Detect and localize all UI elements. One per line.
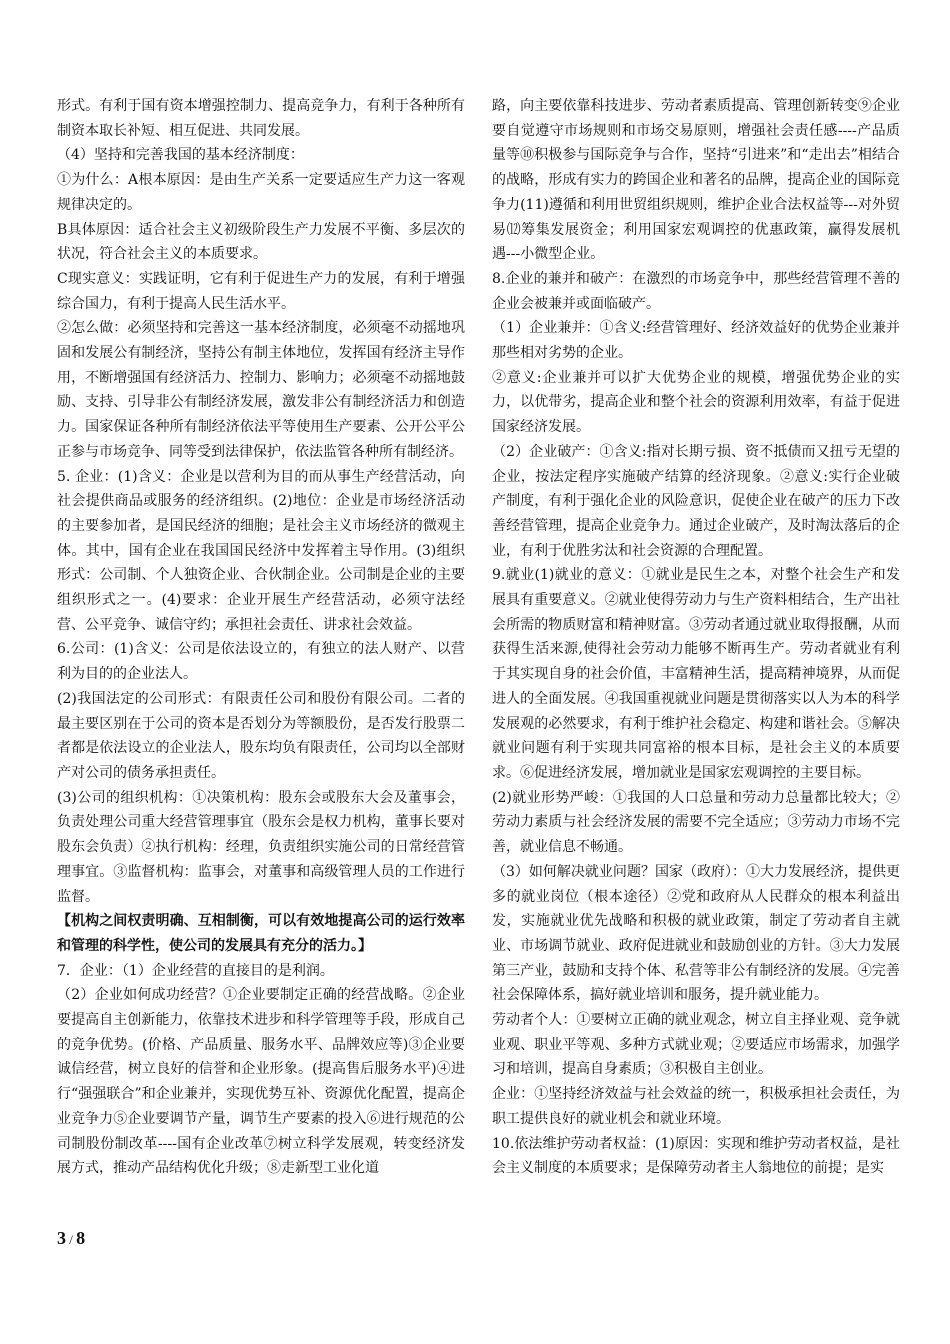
paragraph: 10.依法维护劳动者权益：(1)原因：实现和维护劳动者权益，是社会主义制度的本质要求；是保障劳动者主人翁地位的前提；是实	[492, 1135, 900, 1177]
paragraph: ①为什么：A根本原因：是由生产关系一定要适应生产力这一客观规律决定的。	[57, 172, 465, 213]
paragraph: (2)就业形势严峻：①我国的人口总量和劳动力总量都比较大；②劳动力素质与社会经济发展的需要不完全适应；③劳动力市场不完善，就业信息不畅通。	[492, 789, 900, 856]
paragraph: 5. 企业：(1)含义：企业是以营利为目的而从事生产经营活动，向社会提供商品或服务的经济组织。(2)地位：企业是市场经济活动的主要参加者，是国民经济的细胞；是社会主义市场经济的微观主体。其中，国有企业在我国国民经济中发挥着主导作用。(3)组织形式：公司制、个人独资企业、合伙制企业。公司制是企业的主要组织形式之一。(4)要求：企业开展生产经营活动，必须守法经营、公平竞争、诚信守约；承担社会责任、讲求社会效益。	[57, 468, 465, 633]
paragraph: ②意义:企业兼并可以扩大优势企业的规模，增强优势企业的实力，以优带劣，提高企业和整个社会的资源利用效率，有益于促进国家经济发展。	[492, 369, 900, 436]
paragraph: （3）如何解决就业问题？国家（政府）：①大力发展经济，提供更多的就业岗位（根本途径）②党和政府从人民群众的根本利益出发，实施就业优先战略和积极的就业政策，制定了劳动者自主就业、市场调节就业、政府促进就业和鼓励创业的方针。③大力发展第三产业，鼓励和支持个体、私营等非公有制经济的发展。④完善社会保障体系，搞好就业培训和服务，提升就业能力。	[492, 863, 900, 1004]
left-column	[57, 94, 465, 1181]
paragraph: （1）企业兼并：①含义:经营管理好、经济效益好的优势企业兼并那些相对劣势的企业。	[492, 320, 900, 362]
paragraph: ②怎么做：必须坚持和完善这一基本经济制度，必须毫不动摇地巩固和发展公有制经济，坚持公有制主体地位，发挥国有经济主导作用，不断增强国有经济活力、控制力、影响力；必须毫不动摇地鼓励、支持、引导非公有制经济发展，激发非公有制经济活力和创造力。国家保证各种所有制经济依法平等使用生产要素、公开公平公正参与市场竞争、同等受到法律保护，依法监管各种所有制经济。	[57, 320, 465, 460]
paragraph: 8.企业的兼并和破产：在激烈的市场竞争中，那些经营管理不善的企业会被兼并或面临破产。	[492, 270, 900, 312]
current-page: 3	[57, 1228, 66, 1248]
page-separator: /	[66, 1232, 77, 1247]
paragraph: C现实意义：实践证明，它有利于促进生产力的发展，有利于增强综合国力，有利于提高人民生活水平。	[57, 270, 465, 312]
paragraph: （2）企业如何成功经营？①企业要制定正确的经营战略。②企业要提高自主创新能力，依靠技术进步和科学管理等手段，形成自己的竞争优势。(价格、产品质量、服务水平、品牌效应等)③企业要诚信经营，树立良好的信誉和企业形象。(提高售后服务水平)④进行“强强联合”和企业兼并，实现优势互补、资源优化配置，提高企业竞争力⑤企业要调节产量，调节生产要素的投入⑥进行规范的公司制股份制改革----国有企业改革⑦树立科学发展观，转变经济发展方式，推动产品结构优化升级；⑧走新型工业化道	[57, 987, 465, 1177]
paragraph: 7．企业：（1）企业经营的直接目的是利润。	[57, 962, 334, 979]
paragraph: B具体原因：适合社会主义初级阶段生产力发展不平衡、多层次的状况，符合社会主义的本质要求。	[57, 221, 465, 263]
paragraph: (2)我国法定的公司形式：有限责任公司和股份有限公司。二者的最主要区别在于公司的资本是否划分为等额股份，是否发行股票二者都是依法设立的企业法人，股东均负有限责任，公司均以全部财产对公司的债务承担责任。	[57, 690, 465, 781]
total-pages: 8	[76, 1228, 86, 1248]
page-number	[57, 1228, 85, 1249]
paragraph: 形式。有利于国有资本增强控制力、提高竞争力，有利于各种所有制资本取长补短、相互促进、共同发展。	[57, 98, 465, 139]
paragraph: 路，向主要依靠科技进步、劳动者素质提高、管理创新转变⑨企业要自觉遵守市场规则和市场交易原则，增强社会责任感----产品质量等⑩积极参与国际竞争与合作，坚持“引进来”和“走出去”相结合的战略，形成有实力的跨国企业和著名的品牌，提高企业的国际竞争力(11)遵循和利用世贸组织规则，维护企业合法权益等---对外贸易⑿筹集发展资金；利用国家宏观调控的优惠政策，赢得发展机遇---小微型企业。	[492, 98, 900, 263]
paragraph: 企业：①坚持经济效益与社会效益的统一，积极承担社会责任，为职工提供良好的就业机会和就业环境。	[492, 1086, 900, 1127]
paragraph: （2）企业破产：①含义:指对长期亏损、资不抵债而又扭亏无望的企业，按法定程序实施破产结算的经济现象。②意义:实行企业破产制度，有利于强化企业的风险意识，促使企业在破产的压力下改善经营管理，提高企业竞争力。通过企业破产，及时淘汰落后的企业，有利于优胜劣汰和社会资源的合理配置。	[492, 443, 900, 559]
right-column	[492, 94, 900, 1181]
paragraph: 9.就业(1)就业的意义：①就业是民生之本，对整个社会生产和发展具有重要意义。②就业使得劳动力与生产资料相结合，生产出社会所需的物质财富和精神财富。③劳动者通过就业取得报酬，从而获得生活来源,使得社会劳动力能够不断再生产。劳动者就业有利于其实现自身的社会价值，丰富精神生活，提高精神境界，从而促进人的全面发展。④我国重视就业问题是贯彻落实以人为本的科学发展观的必然要求，有利于维护社会稳定、构建和谐社会。⑤解决就业问题有利于实现共同富裕的根本目标，是社会主义的本质要求。⑥促进经济发展，增加就业是国家宏观调控的主要目标。	[492, 567, 900, 781]
highlight-note: 【机构之间权责明确、互相制衡，可以有效地提高公司的运行效率和管理的科学性，使公司的发展具有充分的活力。】	[57, 913, 465, 954]
paragraph: 6.公司：(1)含义：公司是依法设立的，有独立的法人财产、以营利为目的的企业法人。	[57, 641, 465, 683]
paragraph: 劳动者个人：①要树立正确的就业观念，树立自主择业观、竞争就业观、职业平等观、多种方式就业观；②要适应市场需求，加强学习和培训，提高自身素质；③积极自主创业。	[492, 1012, 900, 1078]
paragraph: (3)公司的组织机构：①决策机构：股东会或股东大会及董事会，负责处理公司重大经营管理事宜（股东会是权力机构，董事长要对股东会负责）②执行机构：经理，负责组织实施公司的日常经营管理事宜。③监督机构：监事会，对董事和高级管理人员的工作进行监督。	[57, 789, 465, 905]
paragraph: （4）坚持和完善我国的基本经济制度：	[57, 147, 304, 164]
